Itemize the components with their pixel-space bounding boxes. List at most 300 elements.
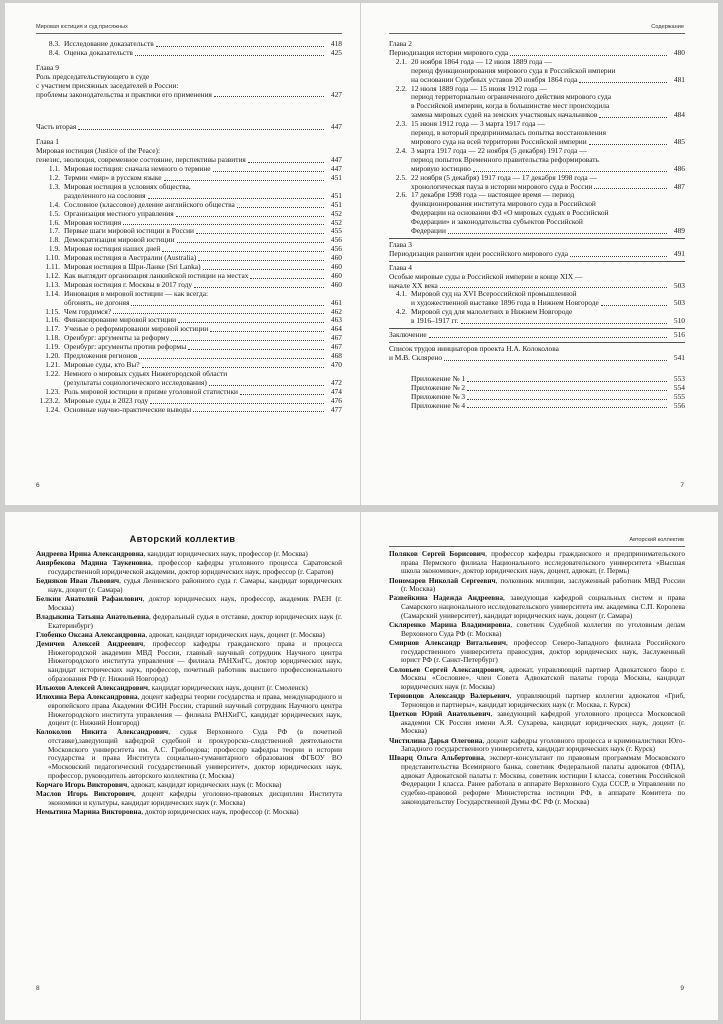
toc-text: 17 декабря 1998 года — настоящее время — период	[411, 190, 575, 200]
header-rule	[389, 33, 685, 34]
author-description: , доктор юридических наук, профессор (г. Москва)	[141, 807, 299, 817]
toc-right	[389, 40, 685, 410]
toc-number: 2.1.	[395, 56, 407, 66]
toc-number: 1.3.	[48, 181, 60, 191]
toc-entry	[389, 317, 685, 326]
author-name: Поляков Сергей Борисович	[389, 549, 486, 558]
toc-page-number: 472	[330, 377, 342, 387]
toc-text: Мировой суд на XVI Всероссийской промышленной	[411, 289, 577, 299]
toc-dot-leader	[156, 46, 324, 47]
toc-page-number: 460	[330, 279, 342, 289]
toc-page-number: 464	[330, 324, 342, 334]
toc-page-number: 480	[673, 47, 685, 57]
toc-dot-leader	[162, 251, 324, 252]
toc-page-number: 456	[330, 244, 342, 254]
author-name: Маслов Игорь Викторович	[36, 789, 135, 799]
author-description: , доцент кафедры теории государства и права, международного и европейского права Академии ФСИН России, старший научный сотрудник Научного центра Нижегородского института управления — филиала РАНХиГС, кандидат юридических наук, доцент (г. Нижний Новгород)	[48, 692, 342, 728]
toc-text: Организация местного управления	[64, 208, 174, 218]
author-description: , доктор юридических наук, профессор, академик РАЕН (г. Москва)	[48, 594, 342, 612]
author-name: Цветков Юрий Анатольевич	[389, 708, 491, 718]
author-name: Колоколов Никита Александрович	[36, 727, 169, 737]
toc-dot-leader	[196, 233, 324, 234]
toc-dot-leader	[467, 381, 667, 382]
toc-text: Финансирование мировой юстиции	[64, 315, 177, 325]
author-entry	[389, 577, 685, 594]
toc-page-number: 468	[330, 351, 342, 361]
toc-number: 2.2.	[395, 83, 407, 93]
toc-page-number: 554	[673, 382, 685, 392]
author-entry	[389, 710, 685, 736]
toc-text: Мировая юстиция г. Москвы в 2017 году	[64, 279, 193, 289]
running-header: Авторский коллектив	[629, 537, 684, 543]
toc-text: Глава 4	[389, 262, 412, 272]
toc-text: Мировая юстиция в Австралии (Australia)	[64, 253, 197, 263]
toc-text: Особые мировые суды в Российской империи в конце XIX —	[389, 271, 583, 281]
author-description: , судья Верховного Суда РФ (в почетной отставке),заведующий кафедрой судебной и прокурорско-следственной деятельности Московского университета им. А.С. Грибоедова; профессор кафедры теории и истории государства и права Института социально-гуманитарного образования ФГБОУ ВО «Московский педагогический государственный университет», доктор юридических наук, профессор, руководитель авторского коллектива (г. Москва)	[48, 727, 342, 780]
author-name: Глобенко Оксана Александровна	[36, 629, 146, 639]
toc-text: Инновация в мировой юстиции — как всегда:	[64, 288, 209, 298]
author-name: Илюхина Вера Александровна	[36, 692, 138, 702]
author-description: , заведующая кафедрой социальных систем и права Самарского национального исследовательского университета им. академика С.П. Королева (Самарский университет), кандидат юридических наук, доцент (г. Самара)	[401, 593, 685, 620]
toc-text: Приложение № 3	[411, 391, 466, 401]
toc-text: Периодизация истории мирового суда	[389, 47, 509, 57]
toc-number: 1.1.	[48, 164, 60, 174]
author-entry	[36, 577, 342, 594]
toc-page-number: 447	[330, 155, 342, 165]
toc-text: мировую юстицию	[411, 163, 471, 173]
toc-page-number: 467	[330, 342, 342, 352]
author-name: Ильюхов Алексей Александрович	[36, 683, 149, 692]
author-entry	[389, 666, 685, 692]
toc-page-number: 455	[330, 226, 342, 236]
author-description: , управляющий партнер коллегии адвокатов «Гриб, Терновцов и партнеры», кандидат юридических наук (г. Москва, г. Курск)	[401, 691, 685, 709]
toc-number: 1.16.	[45, 315, 60, 325]
toc-page-number: 485	[673, 136, 685, 146]
toc-number: 2.4.	[395, 145, 407, 155]
author-description: , кандидат юридических наук, профессор (г. Москва)	[143, 549, 308, 558]
toc-text: 12 июля 1889 года — 15 июня 1912 года —	[411, 83, 547, 93]
page-6	[5, 3, 360, 505]
toc-text: замена мировых судей на земских участковых начальников	[411, 110, 598, 120]
toc-page-number: 467	[330, 333, 342, 343]
toc-text: Глава 3	[389, 239, 412, 249]
toc-number: 1.18.	[45, 333, 60, 343]
toc-dot-leader	[150, 403, 324, 404]
toc-page-number: 452	[330, 208, 342, 218]
toc-dot-leader	[78, 129, 324, 130]
toc-dot-leader	[131, 305, 324, 306]
author-entry	[36, 559, 342, 576]
toc-number: 4.1.	[395, 289, 407, 299]
toc-text: (результаты социологического исследования)	[64, 377, 207, 387]
toc-page-number: 503	[673, 298, 685, 308]
toc-text: Приложение № 2	[411, 382, 466, 392]
toc-number: 1.21.	[45, 360, 60, 369]
toc-text: Термин «мир» в русском языке	[64, 172, 162, 182]
toc-dot-leader	[210, 331, 324, 332]
toc-number: 1.22.	[45, 368, 60, 378]
toc-dot-leader	[599, 117, 667, 118]
toc-text: Сословное (классовое) деление английского общества	[64, 199, 235, 209]
toc-page-number: 418	[330, 39, 342, 48]
toc-number: 1.2.	[48, 172, 60, 182]
toc-dot-leader	[198, 260, 324, 261]
author-description: , профессор кафедры гражданского и предпринимательского права Пермского филиала Национального исследовательского университета «Высшая школа экономики», доктор юридических наук, доцент, адвокат, (г. Пермь)	[401, 549, 685, 576]
author-entry	[36, 613, 342, 630]
toc-dot-leader	[579, 82, 667, 83]
toc-text: Роль председательствующего в суде	[36, 71, 150, 81]
author-description: , адвокат, управляющий партнер Адвокатского бюро г. Москвы «Сословие», член Совета Адвокатской палаты города Москвы, кандидат юридических наук (г. Москва)	[401, 664, 685, 691]
toc-page-number: 425	[330, 47, 342, 57]
toc-text: Глава 9	[36, 62, 59, 72]
toc-text: Роль мировой юстиции в призме уголовной статистики	[64, 386, 239, 396]
toc-dot-leader	[135, 55, 324, 56]
toc-number: 1.7.	[48, 226, 60, 236]
toc-text: функционирования института мирового суда в Российской	[411, 199, 596, 209]
toc-page-number: 484	[673, 110, 685, 120]
authors-list-left	[36, 550, 342, 817]
toc-page-number: 476	[330, 395, 342, 405]
author-entry	[36, 693, 342, 728]
toc-dot-leader	[178, 322, 324, 323]
toc-number: 1.24.	[45, 404, 60, 414]
author-name: Бедняков Иван Львович	[36, 576, 120, 586]
toc-text: и художественной выставке 1896 года в Нижнем Новгороде	[411, 298, 599, 308]
toc-dot-leader	[237, 207, 324, 208]
toc-text: разделенного на сословия	[64, 190, 146, 200]
toc-number: 1.17.	[45, 324, 60, 334]
author-name: Соловьев Сергей Александрович	[389, 664, 503, 674]
page-number: 9	[680, 985, 684, 992]
toc-text: Как выглядит организация ланкийской юстиции на местах	[64, 270, 249, 280]
toc-number: 1.12.	[45, 270, 60, 280]
author-description: , эксперт-консультант по правовым программам Московского представительства Всемирного банка, советник Федеральной палаты адвокатов (ФПА), адвокат Адвокатской палаты г. Москвы, советник юстиции I класса, советник Российской Федерации I класса. Ранее работала в аппарате Верховного Суда СССР, в Управлении по судебно-правовой реформе Министерства юстиции РФ, в аппарате Комитета по законодательству Государственной Думы ФС РФ (г. Москва)	[401, 753, 686, 806]
toc-page-number: 541	[673, 352, 685, 362]
toc-text: период функционирования мирового суда в Российской империи	[411, 65, 616, 75]
author-name: Скляренко Марина Владимировна	[389, 620, 511, 630]
author-name: Чистилина Дарья Олеговна	[389, 735, 483, 745]
toc-dot-leader	[213, 171, 324, 172]
toc-page-number: 460	[330, 262, 342, 272]
toc-left	[36, 40, 342, 414]
toc-dot-leader	[209, 385, 324, 386]
author-entry	[36, 728, 342, 780]
toc-page-number: 474	[330, 386, 342, 396]
toc-text: Чем гордимся?	[64, 306, 112, 316]
author-name: Шварц Ольга Альбертовна	[389, 753, 484, 763]
toc-text: период территориально ограниченного действия мирового суда	[411, 92, 612, 102]
header-rule	[389, 546, 685, 547]
toc-text: период, в который предпринималась попытка восстановления	[411, 128, 607, 138]
authors-list-right	[389, 550, 685, 807]
toc-text: 3 марта 1917 года — 22 ноября (5 декабря) 1917 года —	[411, 145, 587, 155]
toc-dot-leader	[570, 256, 667, 257]
toc-text: Мировая юстиция (Justice of the Peace):	[36, 146, 161, 156]
toc-page-number: 486	[673, 163, 685, 173]
author-name: Белкин Анатолий Рафаилович	[36, 594, 143, 604]
toc-page-number: 491	[673, 248, 685, 258]
toc-dot-leader	[467, 399, 667, 400]
toc-page-number: 447	[330, 164, 342, 174]
toc-number: 2.5.	[395, 172, 407, 182]
toc-number: 1.5.	[48, 208, 60, 218]
author-entry	[389, 692, 685, 709]
toc-dot-leader	[594, 188, 667, 189]
toc-spacer	[36, 99, 342, 111]
toc-dot-leader	[193, 411, 324, 412]
toc-divider	[389, 328, 685, 329]
toc-page-number: 516	[673, 330, 685, 340]
author-entry	[389, 639, 685, 665]
page-8	[5, 512, 360, 1020]
toc-text: Глава 2	[389, 39, 412, 48]
toc-page-number: 555	[673, 391, 685, 401]
toc-entry	[36, 91, 342, 100]
toc-page-number: 452	[330, 217, 342, 227]
toc-text: 20 ноября 1864 года — 12 июля 1889 года —	[411, 56, 552, 66]
toc-number: 1.23.	[45, 386, 60, 396]
page-number: 8	[36, 985, 40, 992]
author-entry	[36, 595, 342, 612]
toc-dot-leader	[148, 198, 324, 199]
author-name: Корчаго Игорь Викторович	[36, 780, 128, 789]
toc-page-number: 451	[330, 199, 342, 209]
toc-text: 22 ноября (5 декабря) 1917 года — 17 декабря 1998 года —	[411, 172, 597, 182]
toc-dot-leader	[461, 323, 667, 324]
author-name: Немытина Марина Викторовна	[36, 807, 142, 817]
toc-text: Федерации» и законодательства субъектов Российской	[411, 217, 583, 227]
author-name: Андреева Ирина Александровна	[36, 549, 144, 558]
toc-text: начале XX века	[389, 280, 438, 290]
author-name: Пономарев Николай Сергеевич	[389, 575, 496, 585]
toc-dot-leader	[467, 390, 667, 391]
toc-text: генезис, эволюция, современное состояние, перспективы развития	[36, 155, 246, 165]
toc-dot-leader	[214, 96, 324, 97]
toc-text: Первые шаги мировой юстиции в России	[64, 226, 194, 236]
toc-page-number: 456	[330, 235, 342, 245]
toc-dot-leader	[440, 287, 667, 288]
toc-number: 1.14.	[45, 288, 60, 298]
toc-dot-leader	[139, 358, 324, 359]
toc-page-number: 487	[673, 181, 685, 191]
toc-page-number: 447	[330, 122, 342, 132]
author-name: Смирнов Александр Витальевич	[389, 637, 507, 647]
toc-text: на основании Судебных уставов 20 ноября 1864 года	[411, 74, 578, 84]
toc-page-number: 553	[673, 373, 685, 383]
toc-spacer	[389, 363, 685, 375]
toc-number: 1.19.	[45, 342, 60, 352]
toc-text: Мировая юстиция наших дней	[64, 244, 161, 254]
author-description: , адвокат, кандидат юридических наук, доцент (г. Москва)	[145, 629, 325, 639]
toc-dot-leader	[429, 337, 667, 338]
running-header: Мировая юстиция и суд присяжных	[36, 24, 128, 30]
toc-text: Мировые суды, кто Вы?	[64, 360, 140, 369]
toc-text: Мировые суды в 2023 году	[64, 395, 149, 405]
toc-dot-leader	[176, 216, 324, 217]
toc-text: мирового суда на всей территории Российской империи	[411, 136, 587, 146]
toc-text: Глава 1	[36, 137, 59, 147]
toc-text: Мировой суд для малолетних в Нижнем Новгороде	[411, 307, 573, 317]
author-name: Терновцов Александр Валерьевич	[389, 691, 510, 701]
toc-number: 8.3.	[48, 39, 60, 48]
page-number: 7	[680, 482, 684, 489]
toc-text: Демократизация мировой юстиции	[64, 235, 175, 245]
toc-text: с участием присяжных заседателей в России:	[36, 80, 179, 90]
toc-dot-leader	[203, 269, 324, 270]
page-9	[361, 512, 718, 1020]
header-rule	[36, 33, 342, 34]
toc-text: Федерации	[411, 226, 446, 236]
toc-page-number: 510	[673, 316, 685, 326]
toc-page-number: 462	[330, 306, 342, 316]
toc-text: обгонять, не догоняя	[64, 297, 130, 307]
author-description: , кандидат юридических наук, доцент (г. Смоленск)	[148, 683, 308, 692]
toc-divider	[389, 342, 685, 343]
author-name: Демичев Алексей Андреевич	[36, 639, 144, 649]
toc-number: 1.23.2.	[39, 395, 60, 405]
toc-text: Предложения регионов	[64, 351, 138, 361]
author-description: , профессор кафедры гражданского права и процесса Нижегородской академии МВД России, главный научный сотрудник Научного центра Нижегородского института управления — филиала РАНХиГС, доктор юридических наук, кандидат исторических наук, профессор, почетный работник высшего профессионального образования РФ (г. Нижний Новгород)	[48, 639, 342, 683]
author-entry	[389, 754, 685, 806]
author-entry	[389, 594, 685, 620]
toc-entry	[36, 406, 342, 415]
toc-text: Приложение № 4	[411, 400, 466, 410]
running-header: Содержание	[651, 24, 684, 30]
toc-page-number: 503	[673, 280, 685, 290]
toc-number: 1.15.	[45, 306, 60, 316]
toc-entry	[36, 123, 342, 132]
toc-dot-leader	[473, 171, 667, 172]
toc-text: Мировая юстиция в Шри-Ланке (Sri Lanka)	[64, 262, 201, 272]
page-number: 6	[36, 482, 40, 489]
toc-page-number: 470	[330, 360, 342, 369]
toc-number: 4.2.	[395, 307, 407, 317]
toc-text: Мировая юстиция	[64, 217, 122, 227]
toc-dot-leader	[248, 162, 324, 163]
author-entry	[389, 550, 685, 576]
toc-page-number: 460	[330, 270, 342, 280]
toc-number: 1.20.	[45, 351, 60, 361]
toc-text: Мировая юстиция: сначала немного о термине	[64, 164, 211, 174]
toc-text: 15 июня 1912 года — 3 марта 1917 года —	[411, 119, 545, 129]
toc-dot-leader	[250, 278, 324, 279]
author-description: , доцент кафедры уголовного процесса и криминалистики Юго-Западного государственного университета, кандидат юридических наук (г. Курск)	[401, 735, 685, 754]
toc-dot-leader	[177, 242, 324, 243]
toc-page-number: 489	[673, 226, 685, 236]
toc-page-number: 556	[673, 400, 685, 410]
author-description: , адвокат, кандидат юридических наук (г. Москва)	[127, 780, 282, 789]
authors-title: Авторский коллектив	[129, 534, 236, 544]
toc-dot-leader	[171, 340, 324, 341]
toc-text: Список трудов инициаторов проекта Н.А. Колоколова	[389, 344, 559, 353]
toc-dot-leader	[164, 180, 324, 181]
toc-dot-leader	[194, 287, 324, 288]
toc-text: и М.В. Склярено	[389, 352, 443, 362]
toc-number: 1.13.	[45, 279, 60, 289]
author-description: , профессор кафедры уголовного процесса Саратовской государственной юридической академии, доктор юридических наук, профессор (г. Саратов)	[48, 558, 342, 576]
toc-dot-leader	[188, 349, 324, 350]
toc-dot-leader	[240, 394, 324, 395]
toc-text: Мировая юстиция в условиях общества,	[64, 181, 191, 191]
toc-dot-leader	[467, 407, 667, 408]
toc-number: 2.6.	[395, 190, 407, 200]
toc-number: 1.4.	[48, 199, 60, 209]
author-entry	[36, 790, 342, 807]
toc-dot-leader	[123, 224, 324, 225]
toc-number: 8.4.	[48, 47, 60, 57]
toc-text: период попыток Временного правительства реформировать	[411, 154, 599, 164]
toc-text: Заключение	[389, 330, 427, 340]
toc-dot-leader	[601, 305, 667, 306]
toc-number: 1.6.	[48, 217, 60, 227]
toc-text: в Российской империи, когда в большинстве мест происходила	[411, 101, 610, 111]
toc-divider	[389, 238, 685, 239]
toc-page-number: 477	[330, 404, 342, 414]
toc-number: 1.11.	[45, 262, 60, 272]
toc-text: Оренбург: аргументы за реформу	[64, 333, 170, 343]
toc-dot-leader	[444, 360, 667, 361]
toc-page-number: 427	[330, 89, 342, 99]
toc-dot-leader	[113, 313, 324, 314]
toc-text: проблемы законодательства и практики его применения	[36, 89, 212, 99]
toc-dot-leader	[142, 367, 324, 368]
toc-number: 2.3.	[395, 119, 407, 129]
toc-spacer	[36, 111, 342, 123]
toc-entry	[389, 331, 685, 340]
toc-text: Периодизация развития идеи российского мирового суда	[389, 248, 569, 258]
author-entry	[389, 737, 685, 754]
page-7	[361, 3, 718, 505]
toc-number: 1.9.	[48, 244, 60, 254]
toc-text: в 1916–1917 гг.	[411, 316, 459, 326]
toc-page-number: 461	[330, 297, 342, 307]
toc-entry	[36, 49, 342, 58]
toc-number: 1.8.	[48, 235, 60, 245]
author-description: , профессор Северо-Западного филиала Российского государственного университета правосудия, доктор юридических наук, Заслуженный юрист РФ (г. Санкт-Петербург)	[401, 637, 685, 665]
author-name: Развейкина Надежда Андреевна	[389, 593, 504, 603]
author-description: , полковник милиции, заслуженный работник МВД России (г. Москва)	[401, 575, 685, 594]
toc-text: хронологическая пауза в истории мирового суда в России	[411, 181, 593, 191]
toc-text: Немного о мировых судьях Нижегородской области	[64, 368, 228, 378]
author-description: , советник Судебной коллегии по уголовным делам Верховного Суда РФ (г. Москва)	[401, 620, 685, 638]
toc-entry	[389, 227, 685, 236]
toc-entry	[389, 402, 685, 411]
toc-page-number: 463	[330, 315, 342, 325]
toc-page-number: 481	[673, 74, 685, 84]
toc-number: 1.10.	[45, 253, 60, 263]
author-description: , федеральный судья в отставке, доктор юридических наук (г. Екатеринбург)	[48, 611, 342, 630]
author-description: , заведующий кафедрой уголовного процесса Московской академии СК России имени А.Я. Сухарева, кандидат юридических наук, доцент (г. Москва)	[401, 708, 685, 736]
toc-text: Оценка доказательств	[64, 47, 133, 57]
author-name: Владыкина Татьяна Анатольевна	[36, 611, 149, 621]
toc-entry	[389, 354, 685, 363]
toc-dot-leader	[589, 144, 667, 145]
toc-page-number: 460	[330, 253, 342, 263]
toc-text: Часть вторая	[36, 122, 77, 132]
author-name: Анярбекова Мадина Таукеновна	[36, 558, 151, 568]
toc-text: Приложение № 1	[411, 373, 466, 383]
toc-text: Исследование доказательств	[64, 39, 154, 48]
author-entry	[36, 640, 342, 683]
toc-text: Ученые о реформировании мировой юстиции	[64, 324, 209, 334]
toc-dot-leader	[510, 55, 667, 56]
toc-page-number: 451	[330, 172, 342, 182]
toc-page-number: 451	[330, 190, 342, 200]
author-description: , судья Ленинского районного суда г. Самары, кандидат юридических наук, доцент (г. Самара)	[48, 576, 342, 594]
toc-dot-leader	[448, 233, 667, 234]
toc-entry	[389, 250, 685, 259]
toc-text: Федерации на основании ФЗ «О мировых судьях в Российской	[411, 208, 609, 218]
